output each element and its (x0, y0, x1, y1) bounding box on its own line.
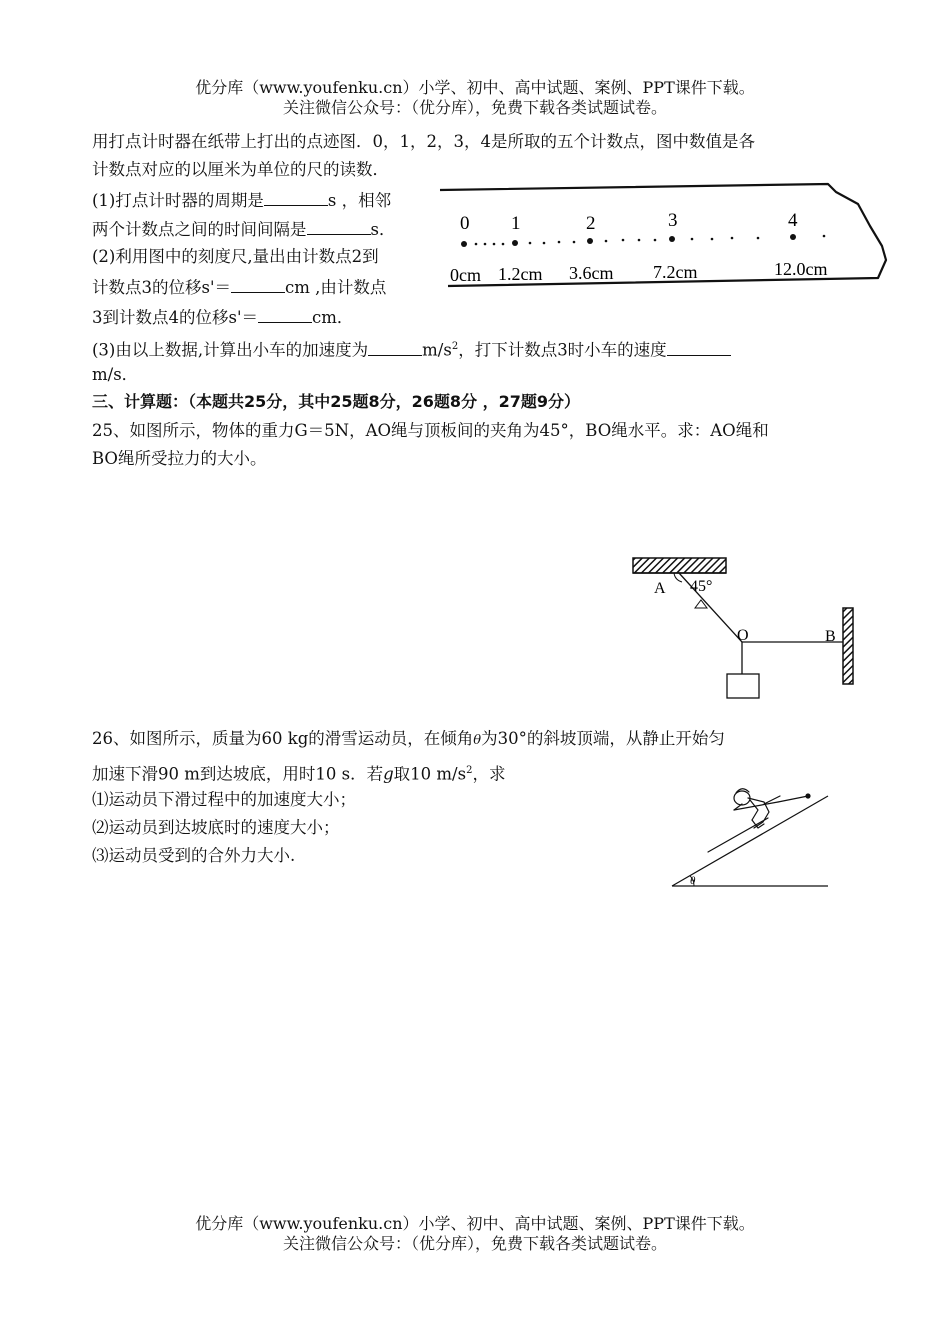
tape-reading-3: 7.2cm (653, 262, 698, 282)
q24-p3-text-a: (3)由以上数据,计算出小车的加速度为 (92, 340, 369, 360)
tape-dot-counting-1 (512, 240, 518, 246)
q24-part2-line-3 (92, 306, 353, 329)
tape-dot-counting-4 (790, 234, 796, 240)
section-3-title: 三、计算题：（本题共25分，其中25题8分，26题8分 ，27题9分） (92, 392, 581, 411)
q24-intro-line-2: 计数点对应的以厘米为单位的尺的读数． (92, 160, 389, 179)
q24-p2-symbol-1: s'＝ (201, 278, 232, 297)
q24-p3-unit-sup: 2 (451, 341, 459, 352)
q26-item-3: ⑶运动员受到的合外力大小. (92, 846, 296, 865)
q26-line-2b: 取10 m/s (393, 764, 467, 784)
q26-line-1a: 26、如图所示，质量为60 kg的滑雪运动员，在倾角 (92, 729, 474, 748)
tape-dot (711, 238, 714, 241)
tape-dot (484, 243, 487, 246)
q24-intro-line-1: 用打点计时器在纸带上打出的点迹图．0，1，2，3，4是所取的五个计数点，图中数值是各 (92, 132, 755, 151)
tape-point-label-1: 1 (511, 213, 521, 234)
q25-line-2: BO绳所受拉力的大小。 (92, 449, 267, 468)
q24-s34-blank[interactable] (258, 306, 312, 323)
q24-part1-line-2 (92, 218, 395, 241)
ceiling-board (633, 558, 726, 573)
header-line-1: 优分库（www.youfenku.cn）小学、初中、高中试题、案例、PPT课件下载。 (195, 78, 755, 97)
tape-point-label-3: 3 (668, 210, 678, 231)
q24-period-blank[interactable] (264, 189, 328, 206)
q24-part2-line-2 (92, 276, 386, 299)
right-wall (843, 608, 853, 684)
q24-p1-text-b: s ，相邻 (327, 191, 392, 210)
q24-acceleration-blank[interactable] (368, 339, 422, 356)
tape-dot (605, 240, 608, 243)
tape-dot (493, 243, 496, 246)
tape-dot (757, 237, 760, 240)
paper-tape-figure (438, 182, 898, 288)
tape-reading-4: 12.0cm (774, 259, 828, 279)
tape-dot-counting-2 (587, 238, 593, 244)
q25-line-1: 25、如图所示，物体的重力G＝5N，AO绳与顶板间的夹角为45°，BO绳水平。求：AO绳和 (92, 421, 769, 440)
tape-point-label-2: 2 (586, 213, 596, 234)
q24-p2-symbol-2: s'＝ (228, 308, 259, 327)
q26-line-2c: ，求 (472, 764, 506, 784)
tape-dot (558, 241, 561, 244)
footer-line-1: 优分库（www.youfenku.cn）小学、初中、高中试题、案例、PPT课件下载。 (195, 1214, 755, 1233)
label-o: O (737, 627, 749, 644)
theta-label: θ (690, 875, 696, 887)
q24-p3-text-c: ，打下计数点3时小车的速度 (458, 340, 667, 360)
tape-reading-0: 0cm (450, 265, 481, 285)
q26-line-1 (92, 728, 725, 752)
tape-dot (502, 243, 505, 246)
q26-line-2-sup: 2 (466, 765, 473, 776)
slope-incline (672, 796, 828, 886)
weight-block (727, 674, 759, 698)
q26-item-1: ⑴运动员下滑过程中的加速度大小； (92, 790, 356, 809)
label-a: A (654, 580, 666, 597)
tape-dot (731, 237, 734, 240)
q26-theta: θ (473, 733, 482, 748)
q24-part3-line-2: m/s． (92, 365, 139, 384)
tape-dot (622, 239, 625, 242)
q24-p2-text-d: cm ,由计数点 (285, 278, 387, 297)
tape-dot (543, 242, 546, 245)
q24-p2-text-e: 3到计数点4的位移 (92, 308, 229, 327)
tape-reading-1: 1.2cm (498, 264, 543, 284)
footer-line-2: 关注微信公众号：（优分库），免费下载各类试题试卷。 (282, 1234, 667, 1253)
header-line-2: 关注微信公众号：（优分库），免费下载各类试题试卷。 (282, 98, 667, 117)
tape-point-label-4: 4 (788, 210, 798, 231)
q26-line-2 (92, 760, 505, 786)
label-b: B (825, 628, 836, 645)
q24-part3-line-1 (92, 336, 731, 362)
tape-dot-counting-0 (461, 241, 467, 247)
tape-dot (691, 238, 694, 241)
tape-dot (529, 242, 532, 245)
q24-p2-text-g: cm． (312, 308, 354, 327)
tape-dots (461, 234, 825, 247)
q24-s23-blank[interactable] (231, 276, 285, 293)
tape-dot (654, 239, 657, 242)
q24-velocity-blank[interactable] (667, 339, 731, 356)
q24-p3-unit: m/s (422, 340, 452, 360)
q26-line-1b: 为30°的斜坡顶端，从静止开始匀 (481, 729, 725, 748)
q24-part1-line-1 (92, 189, 391, 212)
tape-dot (475, 243, 478, 246)
q24-interval-blank[interactable] (307, 218, 371, 235)
q24-p2-text-b: 计数点3的位移 (92, 278, 202, 297)
tape-dot (573, 241, 576, 244)
tape-dot (638, 239, 641, 242)
skier-slope-figure (668, 776, 834, 892)
tape-point-label-0: 0 (460, 213, 470, 234)
label-45-degree: 45° (690, 578, 713, 595)
q26-line-2a: 加速下滑90 m到达坡底，用时10 s．若 (92, 764, 384, 784)
q24-part2-line-1: (2)利用图中的刻度尺,量出由计数点2到 (92, 247, 379, 266)
skier-icon (708, 789, 810, 852)
q24-p1-text-c: 两个计数点之间的时间间隔是 (92, 220, 307, 239)
tape-dot (823, 235, 826, 238)
q26-g: g (383, 764, 394, 784)
q24-p1-text-d: s． (370, 220, 396, 239)
tape-dot-counting-3 (669, 236, 675, 242)
tape-reading-2: 3.6cm (569, 263, 614, 283)
q24-p1-text-a: (1)打点计时器的周期是 (92, 191, 264, 210)
q25-rope-figure (626, 552, 860, 704)
q26-item-2: ⑵运动员到达坡底时的速度大小； (92, 818, 340, 837)
